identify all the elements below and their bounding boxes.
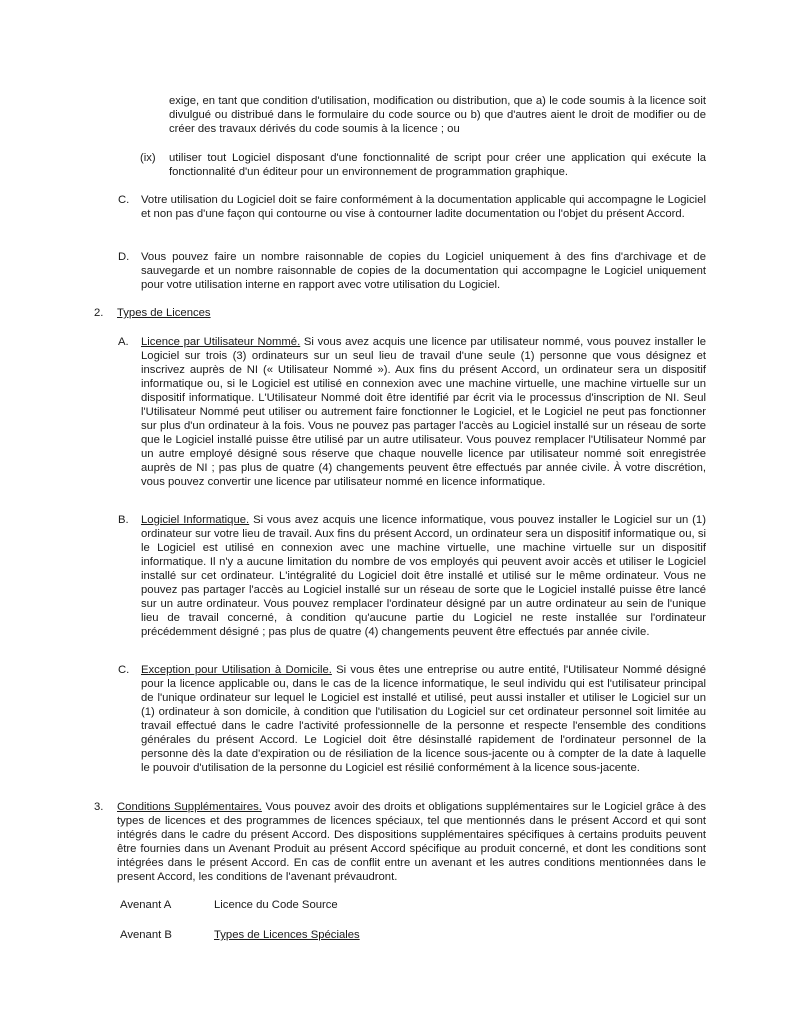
section-2-title: Types de Licences	[117, 307, 211, 319]
item-ix-text: utiliser tout Logiciel disposant d'une fonctionnalité de script pour créer une application qui exécute la fonctionnalité d'un éditeur pour un environnement de programmation graphique.	[169, 152, 706, 178]
section-2a-heading: Licence par Utilisateur Nommé.	[141, 336, 301, 348]
avenant-a-label: Avenant A	[120, 899, 172, 911]
continuation-paragraph: exige, en tant que condition d'utilisation, modification ou distribution, que a) le code soumis à la licence soit divulgué ou distribué dans le formulaire du code source ou b) que d'autres aient le droit de modifier ou de créer des travaux dérivés du code soumis à la licence ; ou	[169, 95, 706, 135]
section-2c-marker: C.	[118, 664, 130, 676]
section-2a-text: Si vous avez acquis une licence par utilisateur nommé, vous pouvez installer le Logiciel sur trois (3) ordinateurs sur un seul lieu de travail d'une seule (1) personne que vous désignez et inscrivez auprès de NI (« Utilisateur Nommé »). Aux fins du présent Accord, un ordinateur sera un dispositif informatique ou, si le Logiciel est utilisé en connexion avec une machine virtuelle, une machine virtuelle sur un dispositif informatique. L'Utilisateur Nommé doit être identifié par écrit via le processus d'inscription de NI. Seul l'Utilisateur Nommé peut utiliser ou autrement faire fonctionner le Logiciel, et le Logiciel ne peut pas fonctionner sur plus d'un ordinateur à la fois. Vous ne pouvez pas partager l'accès au Logiciel installé sur un réseau de sorte que le Logiciel installé puisse être utilisé par un autre utilisateur. Vous pouvez remplacer l'Utilisateur Nommé par un autre employé désigné sous réserve que chaque nouvelle licence par utilisateur nommé soit enregistrée auprès de NI ; pas plus de quatre (4) changements peuvent être effectués par année civile. À votre discrétion, vous pouvez convertir une licence par utilisateur nommé en licence informatique.	[141, 336, 706, 488]
section-2a-marker: A.	[118, 336, 129, 348]
clause-d-marker: D.	[118, 251, 130, 263]
section-2a-paragraph	[141, 335, 706, 489]
section-2b-marker: B.	[118, 514, 129, 526]
clause-d-text: Vous pouvez faire un nombre raisonnable de copies du Logiciel uniquement à des fins d'archivage et de sauvegarde et un nombre raisonnable de copies de la documentation qui accompagne le Logiciel uniquement pour votre utilisation interne en rapport avec votre utilisation du Logiciel.	[141, 251, 706, 291]
clause-c-text: Votre utilisation du Logiciel doit se faire conformément à la documentation applicable qui accompagne le Logiciel et non pas d'une façon qui contourne ou vise à contourner ladite documentation ou l'objet du présent Accord.	[141, 194, 706, 220]
avenant-b-label: Avenant B	[120, 929, 172, 941]
section-2b-text: Si vous avez acquis une licence informatique, vous pouvez installer le Logiciel sur un (1) ordinateur sur votre lieu de travail. Aux fins du présent Accord, un ordinateur sera un dispositif informatique ou, si le Logiciel est utilisé en connexion avec une machine virtuelle, une machine virtuelle sur un dispositif informatique. Il n'y a aucune limitation du nombre de vos employés qui peuvent avoir accès et utiliser le Logiciel installé sur cet ordinateur. L'intégralité du Logiciel doit être installé et utilisé sur le même ordinateur. Vous ne pouvez pas partager l'accès au Logiciel installé sur un réseau de sorte que le Logiciel installé puisse être lancé sur un autre ordinateur. Vous pouvez remplacer l'ordinateur désigné par un autre ordinateur au sein de l'unique lieu de travail concerné, à condition qu'aucune partie du Logiciel ne reste installée sur l'ordinateur précédemment désigné ; pas plus de quatre (4) changements peuvent être effectués par année civile.	[141, 514, 706, 638]
section-2-number: 2.	[94, 307, 104, 319]
section-2b-paragraph	[141, 513, 706, 639]
section-3-text: Vous pouvez avoir des droits et obligations supplémentaires sur le Logiciel grâce à des types de licences et des programmes de licences spéciaux, tel que mentionnés dans le présent Accord et qui sont intégrés dans le cadre du présent Accord. Des dispositions supplémentaires spécifiques à certains produits peuvent être fournies dans un Avenant Produit au présent Accord spécifique au produit concerné, et dont les conditions sont intégrées dans le présent Accord. En cas de conflit entre un avenant et les autres conditions mentionnées dans le present Accord, les conditions de l'avenant prévaudront.	[117, 801, 706, 883]
section-2c-text: Si vous êtes une entreprise ou autre entité, l'Utilisateur Nommé désigné pour la licence applicable ou, dans le cas de la licence informatique, le seul individu qui est l'utilisateur principal de l'unique ordinateur sur lequel le Logiciel est installé et utilisé, peut aussi installer et utiliser le Logiciel sur un (1) ordinateur à son domicile, à condition que l'utilisation du Logiciel sur cet ordinateur personnel soit limitée au travail effectué dans le cadre l'activité professionnelle de la personne et respecte l'ensemble des conditions générales du présent Accord. Le Logiciel doit être désinstallé rapidement de l'ordinateur personnel de la personne dès la date d'expiration ou de résiliation de la licence sous-jacente ou à compter de la date à laquelle le pouvoir d'utilisation de la personne du Logiciel est résilié conformément à la licence sous-jacente.	[141, 664, 707, 774]
section-3-heading: Conditions Supplémentaires.	[117, 801, 262, 813]
clause-c-marker: C.	[118, 194, 130, 206]
section-2b-heading: Logiciel Informatique.	[141, 514, 250, 526]
section-3-number: 3.	[94, 801, 104, 813]
section-3-paragraph	[117, 800, 706, 884]
avenant-a-title: Licence du Code Source	[214, 899, 338, 911]
avenant-b-link[interactable]: Types de Licences Spéciales	[214, 929, 360, 941]
item-ix-marker: (ix)	[140, 152, 156, 164]
section-2c-heading: Exception pour Utilisation à Domicile.	[141, 664, 332, 676]
section-2c-paragraph	[141, 663, 706, 775]
